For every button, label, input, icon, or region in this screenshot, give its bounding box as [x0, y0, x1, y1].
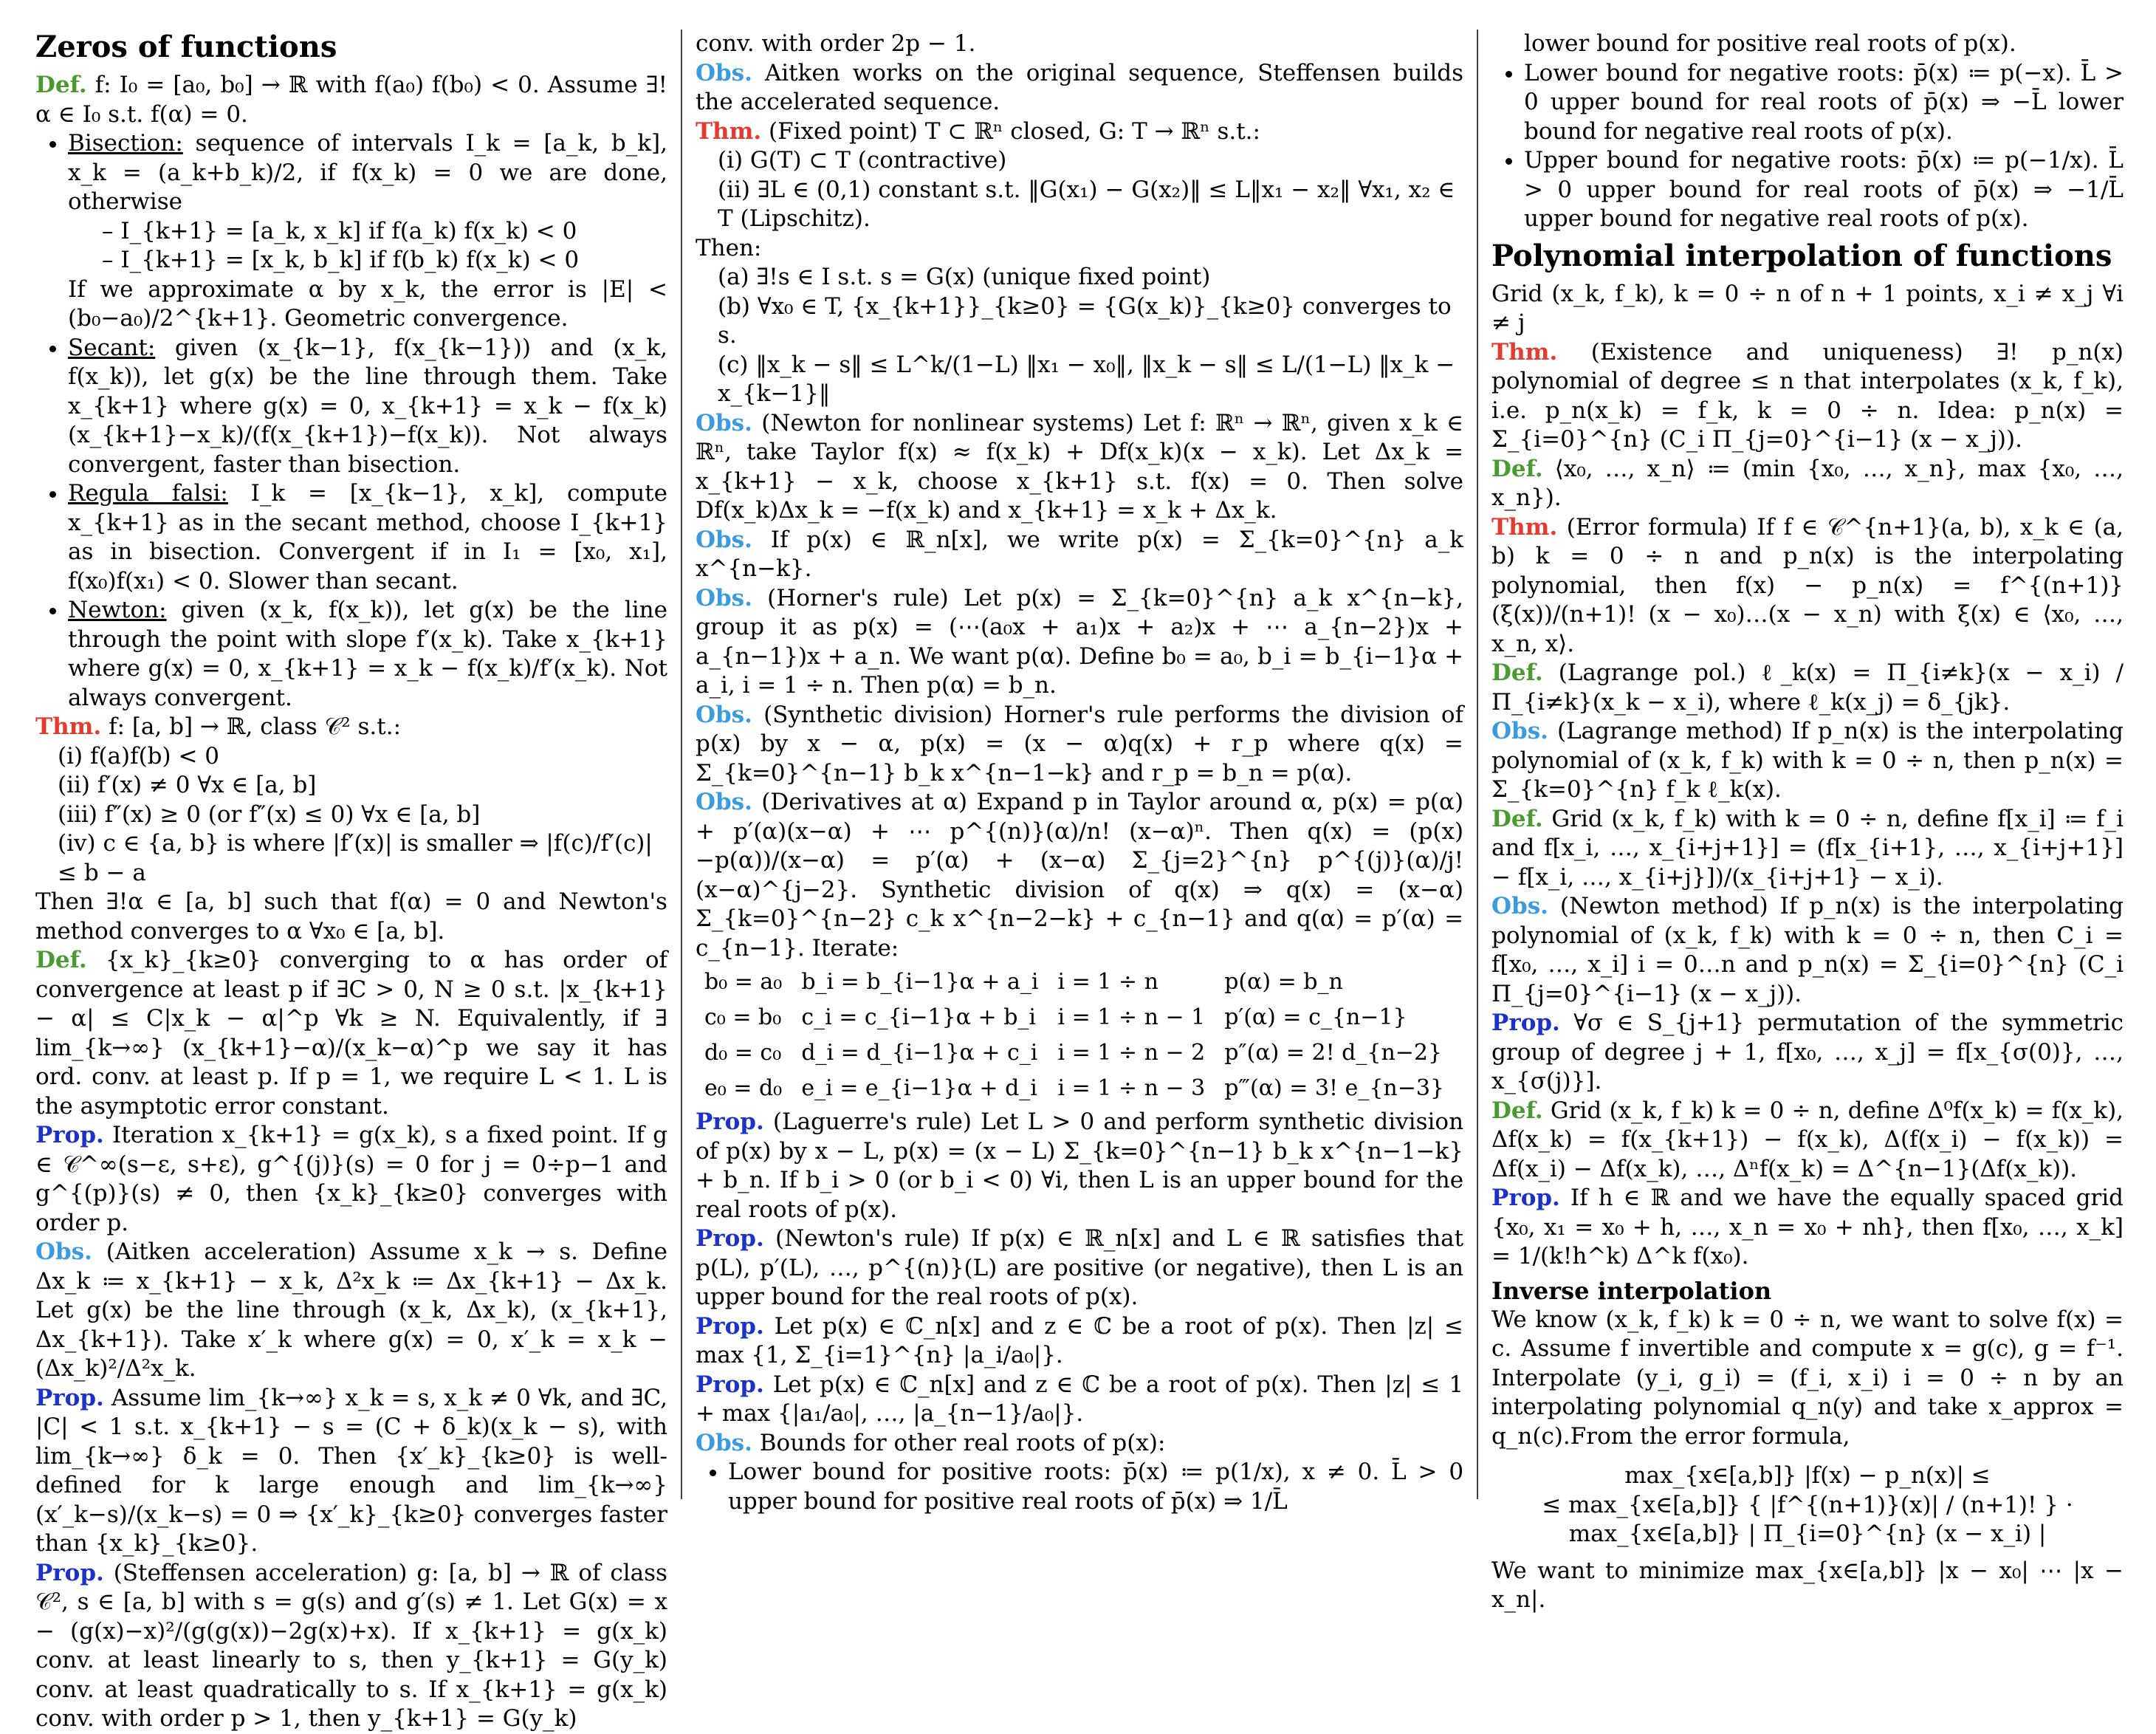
table-cell: e_i = e_{i−1}α + d_i — [801, 1075, 1037, 1101]
list-item: • Lower bound for negative roots: p̄(x) ≔ p(−x). L̄ > 0 upper bound for real roots of p̄(x) ⇒ −L̄ lower bound for negative real roots of p(x). — [1524, 59, 2124, 147]
def-block — [35, 946, 667, 1121]
obs-text: If p(x) ∈ ℝ_n[x], we write p(x) = Σ_{k=0}^{n} a_k x^{n−k}. — [695, 526, 1464, 582]
table-cell: c_i = c_{i−1}α + b_i — [801, 1004, 1036, 1030]
table-cell: d_i = d_{i−1}α + c_i — [801, 1040, 1038, 1066]
regula-text: I_k = [x_{k−1}, x_k], compute x_{k+1} as in the secant method, choose I_{k+1} as in bisection. Convergent if in I₁ = [x₀, x₁], f(x₀)f(x₁) < 0. Slower than secant. — [68, 480, 667, 594]
list-item-regula-falsi — [68, 479, 667, 596]
grid-text: Grid (x_k, f_k), k = 0 ÷ n of n + 1 points, x_i ≠ x_j ∀i ≠ j — [1491, 280, 2124, 336]
thm-label: Thm. — [695, 117, 762, 145]
table-row — [704, 1071, 1463, 1106]
thm-condition: (iii) f″(x) ≥ 0 (or f″(x) ≤ 0) ∀x ∈ [a, b] — [58, 801, 481, 828]
def-text: (Lagrange pol.) ℓ_k(x) = Π_{i≠k}(x − x_i) / Π_{i≠k}(x_k − x_i), where ℓ_k(x_j) = δ_{jk}. — [1491, 659, 2124, 716]
obs-label: Obs. — [1491, 718, 1548, 744]
thm-result: (c) ‖x_k − s‖ ≤ L^k/(1−L) ‖x₁ − x₀‖, ‖x_k − s‖ ≤ L/(1−L) ‖x_k − x_{k−1}‖ — [717, 351, 1455, 407]
list-item-newton — [68, 596, 667, 713]
formula-line-2: ≤ max_{x∈[a,b]} { |f^{(n+1)}(x)| / (n+1)! } · max_{x∈[a,b]} | Π_{i=0}^{n} (x − x_i) | — [1542, 1491, 2073, 1547]
obs-block — [696, 701, 1463, 789]
methods-list — [35, 129, 667, 713]
obs-label: Obs. — [695, 789, 752, 815]
prop-label: Prop. — [695, 1312, 764, 1340]
prop-label: Prop. — [35, 1384, 104, 1411]
prop-block — [696, 1371, 1463, 1429]
def-label: Def. — [1491, 659, 1543, 686]
final-text: We want to minimize max_{x∈[a,b]} |x − x₀| ⋯ |x − x_n|. — [1491, 1557, 2124, 1613]
table-cell: p(α) = b_n — [1224, 969, 1343, 995]
def-label: Def. — [1491, 455, 1543, 482]
prop-block — [35, 1384, 667, 1559]
obs-label: Obs. — [695, 526, 752, 553]
prop-text: Iteration x_{k+1} = g(x_k), s a fixed point. If g ∈ 𝒞^∞(s−ε, s+ε), g^{(j)}(s) = 0 for j = 0÷p−1 and g^{(p)}(s) ≠ 0, then {x_k}_{k≥0} converges with order p. — [35, 1122, 667, 1236]
prop-label: Prop. — [35, 1559, 104, 1586]
continuation-text: conv. with order 2p − 1. — [695, 30, 976, 57]
formula-line-1: max_{x∈[a,b]} |f(x) − p_n(x)| ≤ — [1624, 1462, 1991, 1489]
prop-block — [696, 1224, 1463, 1312]
bisection-sub-1: – I_{k+1} = [a_k, x_k] if f(a_k) f(x_k) < 0 — [102, 217, 667, 247]
obs-block — [1491, 717, 2124, 805]
prop-text: (Steffensen acceleration) g: [a, b] → ℝ of class 𝒞², s ∈ [a, b] with s = g(s) and g′(s) ≠ 1. Let G(x) = x − (g(x)−x)²/(g(g(x))−2g(x)+x). If x_{k+1} = g(x_k) conv. at least linearly to s, then y_{k+1} = G(y_k) conv. at least quadratically to s. If x_{k+1} = g(x_k) conv. with order p > 1, then y_{k+1} = G(y_k) — [35, 1559, 667, 1732]
table-cell: p′(α) = c_{n−1} — [1224, 1004, 1407, 1030]
table-cell: p‴(α) = 3! e_{n−3} — [1224, 1075, 1445, 1101]
obs-text: Aitken works on the original sequence, Steffensen builds the accelerated sequence. — [695, 59, 1464, 115]
def-text: ⟨x₀, …, x_n⟩ ≔ (min {x₀, …, x_n}, max {x₀, …, x_n}). — [1491, 455, 2124, 511]
thm-result: (a) ∃!s ∈ I s.t. s = G(x) (unique fixed point) — [717, 264, 1211, 290]
prop-text: Let p(x) ∈ ℂ_n[x] and z ∈ ℂ be a root of p(x). Then |z| ≤ max {1, Σ_{i=1}^{n} |a_i/a₀|}. — [695, 1312, 1464, 1368]
def-text: Grid (x_k, f_k) k = 0 ÷ n, define Δ⁰f(x_k) = f(x_k), Δf(x_k) = f(x_{k+1}) − f(x_k), Δ(f(x_i) − f(x_k)) = Δf(x_i) − Δf(x_k), …, Δⁿf(x_k) = Δ^{n−1}(Δf(x_k)). — [1491, 1097, 2124, 1182]
bisection-after: If we approximate α by x_k, the error is |E| < (b₀−a₀)/2^{k+1}. Geometric convergence. — [68, 275, 667, 332]
obs-text: (Horner's rule) Let p(x) = Σ_{k=0}^{n} a_k x^{n−k}, group it as p(x) = (⋯(a₀x + a₁)x + a₂)x + ⋯ a_{n−2})x + a_{n−1})x + a_n. We want p(α). Define b₀ = a₀, b_i = b_{i−1}α + a_i, i = 1 ÷ n. Then p(α) = b_n. — [695, 584, 1464, 699]
prop-label: Prop. — [695, 1225, 764, 1252]
thm-then: Then: — [695, 234, 762, 261]
section-title-zeros: Zeros of functions — [35, 30, 337, 64]
obs-block — [696, 1429, 1463, 1459]
obs-label: Obs. — [695, 701, 752, 728]
table-cell: i = 1 ÷ n − 1 — [1057, 1004, 1206, 1030]
obs-text: (Lagrange method) If p_n(x) is the interpolating polynomial of (x_k, f_k) with k = 0 ÷ n, then p_n(x) = Σ_{k=0}^{n} f_k ℓ_k(x). — [1491, 718, 2124, 803]
secant-title: Secant: — [68, 334, 156, 361]
prop-label: Prop. — [1491, 1185, 1560, 1211]
obs-label: Obs. — [35, 1238, 92, 1265]
obs-text: (Newton method) If p_n(x) is the interpolating polynomial of (x_k, f_k) with k = 0 ÷ n, then C_i = f[x₀, …, x_i] i = 0…n and p_n(x) = Σ_{i=0}^{n} (C_i Π_{j=0}^{i−1} (x − x_j)). — [1491, 893, 2124, 1007]
table-row — [704, 964, 1463, 1000]
newton-title: Newton: — [68, 597, 167, 623]
section-title-interpolation: Polynomial interpolation of functions — [1491, 238, 2112, 273]
continuation-text: lower bound for positive real roots of p(x). — [1524, 30, 2016, 57]
obs-block — [1491, 892, 2124, 1009]
table-cell: d₀ = c₀ — [704, 1040, 782, 1066]
thm-condition: (ii) ∃L ∈ (0,1) constant s.t. ‖G(x₁) − G(x₂)‖ ≤ L‖x₁ − x₂‖ ∀x₁, x₂ ∈ T (Lipschitz). — [717, 176, 1455, 232]
obs-text: (Aitken acceleration) Assume x_k → s. Define Δx_k ≔ x_{k+1} − x_k, Δ²x_k ≔ Δx_{k+1} − Δx_k. Let g(x) be the line through (x_k, Δx_k), (x_{k+1}, Δx_{k+1}). Take x′_k where g(x) = 0, x′_k = x_k − (Δx_k)²/Δ²x_k. — [35, 1238, 667, 1382]
obs-block — [35, 1238, 667, 1384]
obs-text: Bounds for other real roots of p(x): — [759, 1429, 1166, 1456]
def-block — [1491, 659, 2124, 717]
prop-text: (Laguerre's rule) Let L > 0 and perform synthetic division of p(x) by x − L, p(x) = (x − L) Σ_{k=0}^{n−1} b_k x^{n−1−k} + b_n. If b_i > 0 (or b_i < 0) ∀i, then L is an upper bound for the real roots of p(x). — [695, 1108, 1464, 1223]
table-cell: b₀ = a₀ — [704, 969, 783, 995]
obs-block — [696, 409, 1463, 526]
obs-text: (Derivatives at α) Expand p in Taylor around α, p(x) = p(α) + p′(α)(x−α) + ⋯ p^{(n)}(α)/n! (x−α)ⁿ. Then q(x) = (p(x)−p(α))/(x−α) = p′(α) + (x−α) Σ_{j=2}^{n} p^{(j)}(α)/j! (x−α)^{j−2}. Synthetic division of q(x) ⇒ q(x) = (x−α) Σ_{k=0}^{n−2} c_k x^{n−2−k} + c_{n−1} and q(α) = p′(α) = c_{n−1}. Iterate: — [695, 789, 1464, 962]
def-block — [1491, 805, 2124, 893]
obs-block — [696, 526, 1463, 584]
obs-block — [696, 788, 1463, 963]
obs-text: (Synthetic division) Horner's rule performs the division of p(x) by x − α, p(x) = (x − α)q(x) + r_p where q(x) = Σ_{k=0}^{n−1} b_k x^{n−1−k} and r_p = b_n = p(α). — [695, 701, 1464, 787]
obs-text: (Newton for nonlinear systems) Let f: ℝⁿ → ℝⁿ, given x_k ∈ ℝⁿ, take Taylor f(x) ≈ f(x_k) + Df(x_k)(x − x_k). Let Δx_k = x_{k+1} − x_k, choose x_{k+1} s.t. f(x) = 0. Then solve Df(x_k)Δx_k = −f(x_k) and x_{k+1} = x_k + Δx_k. — [695, 409, 1464, 524]
def-text: Grid (x_k, f_k) with k = 0 ÷ n, define f[x_i] ≔ f_i and f[x_i, …, x_{i+j+1}] = (f[x_{i+1}, …, x_{i+j+1}] − f[x_i, …, x_{i+j}])/(x_{i+j+1} − x_i). — [1491, 805, 2124, 891]
thm-text: f: [a, b] → ℝ, class 𝒞² s.t.: — [109, 713, 402, 740]
thm-text: (Existence and uniqueness) ∃! p_n(x) polynomial of degree ≤ n that interpolates (x_k, f_k), i.e. p_n(x_k) = f_k, k = 0 ÷ n. Idea: p_n(x) = Σ_{i=0}^{n} (C_i Π_{j=0}^{i−1} (x − x_j)). — [1491, 338, 2124, 453]
thm-block — [1491, 338, 2124, 455]
thm-label: Thm. — [1491, 513, 1558, 541]
column-3 — [1478, 30, 2124, 1613]
def-label: Def. — [35, 72, 87, 98]
column-2 — [682, 30, 1477, 1515]
table-cell: i = 1 ÷ n − 3 — [1057, 1075, 1206, 1101]
subsection-title-inverse: Inverse interpolation — [1491, 1276, 1772, 1305]
thm-block — [696, 117, 1463, 147]
prop-label: Prop. — [35, 1122, 104, 1148]
regula-title: Regula falsi: — [68, 480, 228, 507]
obs-block — [696, 59, 1463, 117]
def-block — [1491, 455, 2124, 513]
bounds-list — [696, 1458, 1463, 1516]
prop-block — [696, 1108, 1463, 1224]
def-label: Def. — [35, 947, 87, 973]
newton-text: given (x_k, f(x_k)), let g(x) be the line through the point with slope f′(x_k). Take x_{k+1} where g(x) = 0, x_{k+1} = x_k − f(x_k)/f′(x_k). Not always convergent. — [68, 597, 667, 711]
inverse-text: We know (x_k, f_k) k = 0 ÷ n, we want to solve f(x) = c. Assume f invertible and compute x = g(c), g = f⁻¹. Interpolate (y_i, g_i) = (f_i, x_i) i = 0 ÷ n by an interpolating polynomial q_n(y) and take x_approx = q_n(c).From the error formula, — [1491, 1306, 2124, 1450]
thm-block — [35, 713, 667, 742]
thm-conditions — [35, 742, 667, 888]
obs-label: Obs. — [695, 1429, 752, 1456]
prop-text: Assume lim_{k→∞} x_k = s, x_k ≠ 0 ∀k, and ∃C, |C| < 1 s.t. x_{k+1} − s = (C + δ_k)(x_k − s), with lim_{k→∞} δ_k = 0. Then {x′_k}_{k≥0} is well-defined for k large enough and lim_{k→∞} (x′_k−s)/(x_k−s) = 0 ⇒ {x′_k}_{k≥0} converges faster than {x_k}_{k≥0}. — [35, 1384, 667, 1557]
secant-text: given (x_{k−1}, f(x_{k−1})) and (x_k, f(x_k)), let g(x) be the line through them. Take x_{k+1} where g(x) = 0, x_{k+1} = x_k − f(x_k) (x_{k+1}−x_k)/(f(x_{k+1})−f(x_k)). Not always convergent, faster than bisection. — [68, 334, 667, 478]
thm-block — [1491, 513, 2124, 659]
obs-block — [696, 584, 1463, 701]
table-cell: c₀ = b₀ — [704, 1004, 782, 1030]
def-block — [1491, 1097, 2124, 1185]
list-item-secant — [68, 334, 667, 480]
thm-condition: (i) G(T) ⊂ T (contractive) — [717, 147, 1007, 174]
prop-label: Prop. — [695, 1371, 764, 1398]
thm-conclusion: Then ∃!α ∈ [a, b] such that f(α) = 0 and Newton's method converges to α ∀x₀ ∈ [a, b]. — [35, 888, 667, 945]
thm-condition: (i) f(a)f(b) < 0 — [58, 742, 220, 770]
prop-block — [696, 1312, 1463, 1371]
table-row — [704, 1000, 1463, 1035]
prop-block — [35, 1559, 667, 1734]
list-item: • Upper bound for negative roots: p̄(x) ≔ p(−1/x). L̄ > 0 upper bound for real roots of p̄(x) ⇒ −1/L̄ upper bound for negative real roots of p(x). — [1524, 146, 2124, 234]
thm-condition: (ii) f′(x) ≠ 0 ∀x ∈ [a, b] — [58, 772, 317, 798]
prop-text: If h ∈ ℝ and we have the equally spaced grid {x₀, x₁ = x₀ + h, …, x_n = x₀ + nh}, then f[x₀, …, x_k] = 1/(k!h^k) Δ^k f(x₀). — [1491, 1185, 2124, 1269]
prop-label: Prop. — [1491, 1010, 1560, 1036]
table-cell: b_i = b_{i−1}α + a_i — [801, 969, 1039, 995]
prop-text: Let p(x) ∈ ℂ_n[x] and z ∈ ℂ be a root of p(x). Then |z| ≤ 1 + max {|a₁/a₀|, …, |a_{n−1}/a₀|}. — [695, 1371, 1464, 1427]
thm-text: (Error formula) If f ∈ 𝒞^{n+1}(a, b), x_k ∈ (a, b) k = 0 ÷ n and p_n(x) is the interpolating polynomial, then f(x) − p_n(x) = f^{(n+1)}(ξ(x))/(n+1)! (x − x₀)…(x − x_n) with ξ(x) ∈ ⟨x₀, …, x_n, x⟩. — [1491, 513, 2124, 657]
thm-condition: (iv) c ∈ {a, b} is where |f′(x)| is smaller ⇒ |f(c)/f′(c)| ≤ b − a — [58, 830, 653, 886]
bisection-text: sequence of intervals I_k = [a_k, b_k], x_k = (a_k+b_k)/2, if f(x_k) = 0 we are done, otherwise — [68, 130, 667, 215]
def-text: f: I₀ = [a₀, b₀] → ℝ with f(a₀) f(b₀) < 0. Assume ∃!α ∈ I₀ s.t. f(α) = 0. — [35, 72, 667, 128]
prop-text: (Newton's rule) If p(x) ∈ ℝ_n[x] and L ∈ ℝ satisfies that p(L), p′(L), …, p^{(n)}(L) are positive (or negative), then L is an upper bound for the real roots of p(x). — [695, 1225, 1464, 1310]
thm-label: Thm. — [1491, 338, 1558, 366]
prop-block — [1491, 1184, 2124, 1272]
table-row — [704, 1035, 1463, 1071]
iteration-table — [704, 964, 1463, 1106]
def-label: Def. — [1491, 805, 1543, 832]
obs-label: Obs. — [1491, 893, 1548, 919]
list-item: • Lower bound for positive roots: p̄(x) ≔ p(1/x), x ≠ 0. L̄ > 0 upper bound for positive real roots of p̄(x) ⇒ 1/L̄ — [728, 1458, 1463, 1516]
table-cell: i = 1 ÷ n — [1057, 969, 1158, 995]
column-1 — [35, 30, 681, 1732]
table-cell: p″(α) = 2! d_{n−2} — [1224, 1040, 1443, 1066]
bounds-list — [1491, 59, 2124, 234]
thm-text: (Fixed point) T ⊂ ℝⁿ closed, G: T → ℝⁿ s.t.: — [769, 117, 1260, 145]
prop-block — [35, 1121, 667, 1238]
def-label: Def. — [1491, 1097, 1543, 1124]
obs-label: Obs. — [695, 59, 752, 86]
def-text: {x_k}_{k≥0} converging to α has order of convergence at least p if ∃C > 0, N ≥ 0 s.t. |x_{k+1} − α| ≤ C|x_k − α|^p ∀k ≥ N. Equivalently, if ∃ lim_{k→∞} (x_{k+1}−α)/(x_k−α)^p we say it has ord. conv. at least p. If p = 1, we require L < 1. L is the asymptotic error constant. — [35, 947, 667, 1120]
thm-conditions — [696, 146, 1463, 234]
thm-label: Thm. — [35, 713, 102, 740]
table-cell: e₀ = d₀ — [704, 1075, 783, 1101]
thm-result: (b) ∀x₀ ∈ T, {x_{k+1}}_{k≥0} = {G(x_k)}_{k≥0} converges to s. — [717, 292, 1452, 349]
bisection-sub-2: – I_{k+1} = [x_k, b_k] if f(b_k) f(x_k) < 0 — [102, 246, 667, 275]
obs-label: Obs. — [695, 584, 752, 611]
prop-block — [1491, 1009, 2124, 1097]
thm-results — [696, 263, 1463, 409]
def-block — [35, 71, 667, 129]
list-item-bisection — [68, 129, 667, 334]
bisection-title: Bisection: — [68, 130, 183, 157]
prop-text: ∀σ ∈ S_{j+1} permutation of the symmetric group of degree j + 1, f[x₀, …, x_j] = f[x_{σ(0)}, …, x_{σ(j)}]. — [1491, 1010, 2124, 1094]
obs-label: Obs. — [695, 409, 752, 436]
prop-label: Prop. — [695, 1108, 764, 1135]
table-cell: i = 1 ÷ n − 2 — [1057, 1040, 1206, 1066]
bisection-sublist — [68, 217, 667, 275]
